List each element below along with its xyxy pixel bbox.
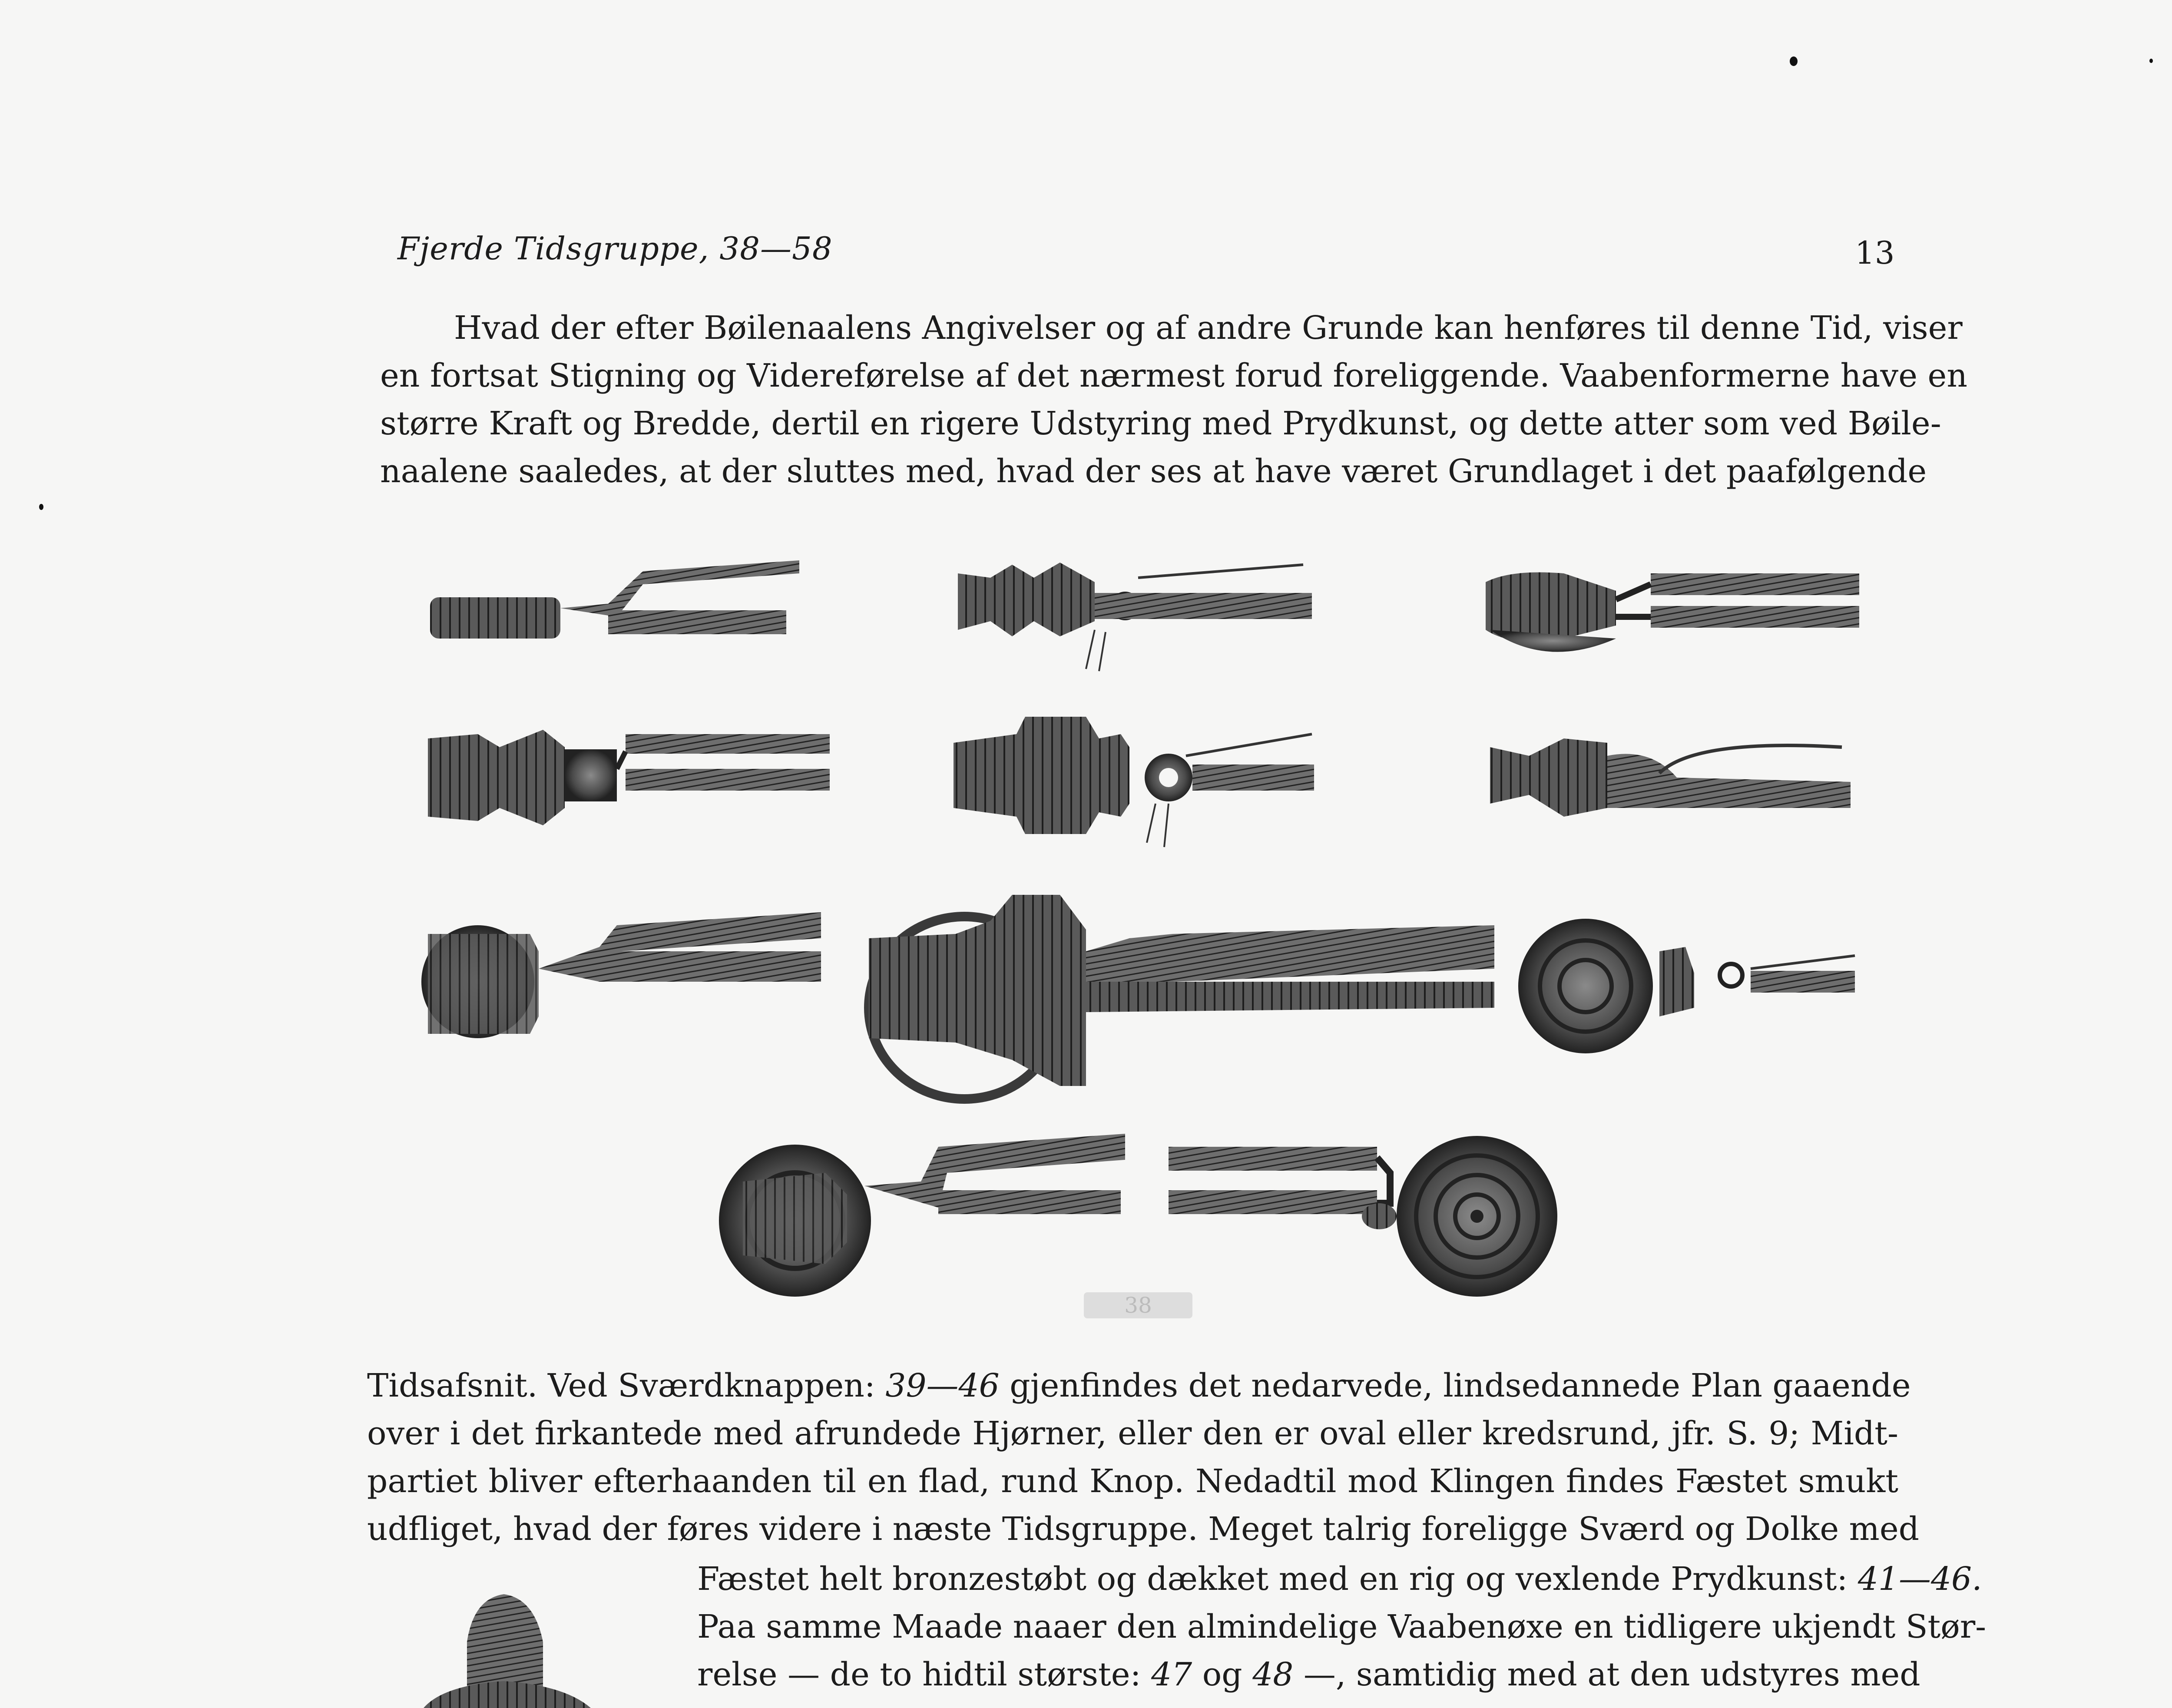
hilt-figure <box>424 1594 591 1708</box>
paragraph-swords <box>367 1362 1919 1553</box>
text-line: en fortsat Stigning og Videreførelse af det nærmest forud foreliggende. Vaabenformerne have en <box>380 357 1968 394</box>
text-line <box>697 1555 1982 1603</box>
figure-reference: 39—46 <box>885 1367 1000 1404</box>
hilt-figure <box>428 730 830 825</box>
text-line: udfliget, hvad der føres videre i næste Tidsgruppe. Meget talrig foreligge Sværd og Dolke med <box>367 1510 1919 1548</box>
hilt-figure <box>719 1134 1125 1297</box>
figure-reference: 47 <box>1151 1656 1192 1693</box>
text-line: partiet bliver efterhaanden til en flad, rund Knop. Nedadtil mod Klingen findes Fæstet smukt <box>367 1463 1898 1500</box>
text-line <box>367 1362 1911 1410</box>
scan-speck <box>39 504 43 510</box>
text-span: og <box>1192 1656 1253 1693</box>
text-span: Fæstet helt bronzestøbt og dækket med en rig og vexlende Prydkunst: <box>697 1560 1858 1598</box>
hilt-figure <box>1486 573 1859 652</box>
text-line <box>697 1651 1920 1698</box>
scan-speck <box>2149 59 2153 63</box>
text-span: —, samtidig med at den udstyres med <box>1293 1656 1920 1693</box>
hilt-figure <box>958 563 1312 671</box>
figure-reference: 41—46. <box>1857 1560 1982 1598</box>
hilt-figure <box>869 895 1494 1099</box>
scan-speck <box>1790 56 1798 66</box>
hilt-figure <box>1169 1136 1557 1297</box>
text-line: større Kraft og Bredde, dertil en rigere Udstyring med Prydkunst, og dette atter som ved Bøile- <box>380 405 1941 442</box>
hilt-figure <box>1490 738 1851 817</box>
hilt-figure <box>430 560 799 639</box>
text-line: Hvad der efter Bøilenaalens Angivelser og af andre Grunde kan henføres til denne Tid, viser <box>454 309 1963 347</box>
figure-reference: 48 <box>1252 1656 1294 1693</box>
text-span: gjenfindes det nedarvede, lindsedannede Plan gaaende <box>999 1367 1911 1404</box>
text-line: over i det firkantede med afrundede Hjørner, eller den er oval eller kredsrund, jfr. S. 9; Midt- <box>367 1415 1898 1452</box>
text-span: relse — de to hidtil største: <box>697 1656 1152 1693</box>
hilt-figure <box>954 717 1314 847</box>
hilt-figure <box>421 912 821 1038</box>
running-header: Fjerde Tidsgruppe, 38—58 <box>397 230 833 267</box>
text-span: Tidsafsnit. Ved Sværdknappen: <box>367 1367 886 1404</box>
hilt-figure <box>1518 919 1855 1053</box>
page-number: 13 <box>1855 235 1895 271</box>
text-line: Paa samme Maade naaer den almindelige Vaabenøxe en tidligere ukjendt Stør- <box>697 1608 1987 1645</box>
paragraph-axes <box>697 1555 1987 1698</box>
plate-label: 38 <box>1084 1292 1192 1318</box>
text-line: naalene saaledes, at der sluttes med, hvad der ses at have været Grundlaget i det paafølgende <box>380 453 1927 490</box>
